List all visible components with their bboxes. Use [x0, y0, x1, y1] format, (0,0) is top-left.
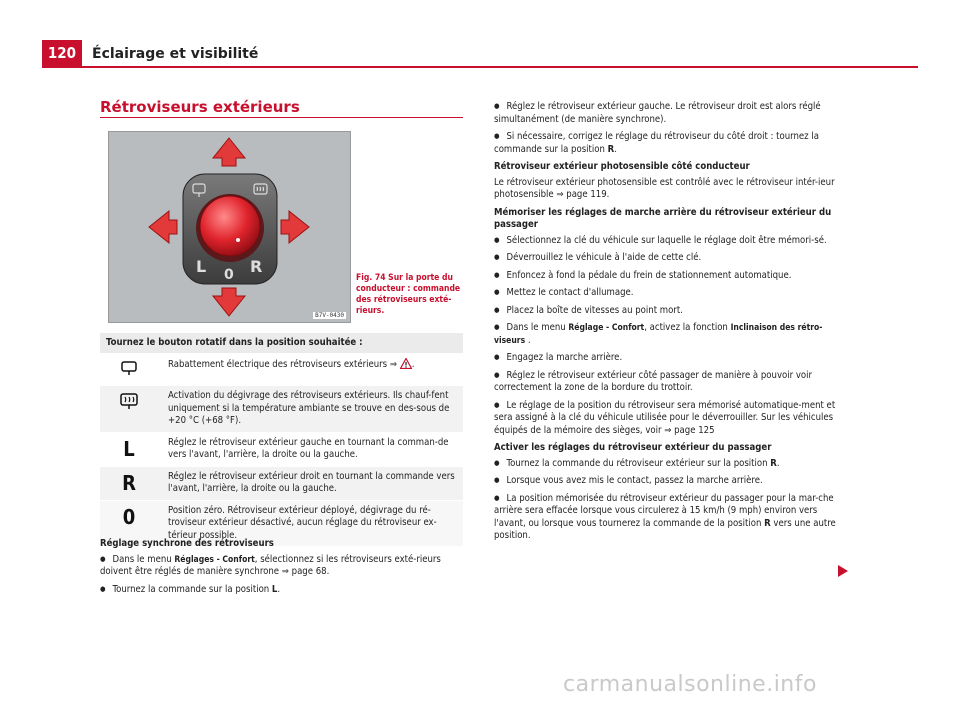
- position-letter: L: [123, 436, 135, 461]
- header-rule: [42, 66, 918, 68]
- list-item: ● Tournez la commande du rétroviseur extérieur sur la position R.: [494, 458, 849, 471]
- table-header: Tournez le bouton rotatif dans la position souhaitée :: [100, 333, 463, 353]
- position-letter: R: [122, 470, 136, 495]
- watermark: carmanualsonline.info: [563, 672, 817, 697]
- memory-heading: Mémoriser les réglages de marche arrière du rétroviseur extérieur du passager: [494, 206, 832, 230]
- knob-label-right: R: [250, 257, 263, 276]
- arrow-left-icon: [149, 211, 177, 243]
- list-item: ● Dans le menu Réglages - Confort, sélectionnez si les rétroviseurs exté-rieurs doivent être réglés de manière synchrone ⇒ page 68.: [100, 554, 463, 579]
- section-rule: [100, 117, 463, 118]
- continue-arrow-icon: [838, 565, 848, 577]
- table-row-text: Réglez le rétroviseur extérieur droit en tournant la commande vers l'avant, l'arrière, la droite ou la gauche.: [168, 470, 455, 494]
- table-row: [100, 353, 463, 385]
- list-item: ● Engagez la marche arrière.: [494, 352, 849, 365]
- figure-caption: Fig. 74 Sur la porte du conducteur : commande des rétroviseurs extérieurs.: [356, 273, 461, 316]
- table-row-text: Activation du dégivrage des rétroviseurs extérieurs. Ils chauf-fent uniquement si la température ambiante se trouve en des-sous de +20 °C (+68 °F).: [168, 390, 450, 426]
- position-letter: 0: [122, 504, 136, 529]
- sync-heading: Réglage synchrone des rétroviseurs: [100, 538, 274, 549]
- figure-code: B7V-0430: [315, 312, 344, 319]
- table-row-text: Position zéro. Rétroviseur extérieur déployé, dégivrage du ré-troviseur extérieur désactivé, aucun réglage du rétroviseur ex-térieur possible.: [168, 504, 437, 541]
- list-item: ● Réglez le rétroviseur extérieur côté passager de manière à pouvoir voir correctement la zone de la bordure du trottoir.: [494, 370, 849, 395]
- left-column: [100, 538, 463, 601]
- section-title: Rétroviseurs extérieurs: [100, 98, 300, 116]
- list-item: ● Dans le menu Réglage - Confort, activez la fonction Inclinaison des rétro-viseurs .: [494, 322, 849, 347]
- list-item: ● Tournez la commande sur la position L.: [100, 584, 463, 597]
- list-item: ● Déverrouillez le véhicule à l'aide de cette clé.: [494, 252, 849, 265]
- list-item: ● Mettez le contact d'allumage.: [494, 287, 849, 300]
- mirror-fold-icon: [119, 360, 139, 376]
- list-item: ● Réglez le rétroviseur extérieur gauche. Le rétroviseur droit est alors réglé simultanément (de manière synchrone).: [494, 101, 849, 126]
- photo-text: Le rétroviseur extérieur photosensible est contrôlé avec le rétroviseur intér-ieur photosensible ⇒ page 119.: [494, 176, 835, 200]
- list-item: ● Lorsque vous avez mis le contact, passez la marche arrière.: [494, 475, 849, 488]
- table-row: [100, 385, 463, 432]
- list-item: ● La position mémorisée du rétroviseur extérieur du passager pour la mar-che arrière sera effacée lorsque vous circulerez à 15 km/h (9 mph) environ vers l'avant, ou lorsque vous tournerez la commande de la position R vers une autre position.: [494, 493, 849, 543]
- arrow-up-icon: [213, 138, 245, 166]
- list-item: ● Le réglage de la position du rétroviseur sera mémorisé automatique-ment et sera assigné à la clé du véhicule utilisée pour le déverrouiller. Sur les véhicules équipés de la mémoire des sièges, voir ⇒ page 125: [494, 400, 849, 438]
- arrow-right-icon: [281, 211, 309, 243]
- table-row-text: Rabattement électrique des rétroviseurs extérieurs ⇒: [168, 359, 398, 370]
- page-number: 120: [42, 40, 82, 66]
- knob-label-zero: 0: [224, 267, 234, 283]
- right-column: [494, 101, 849, 548]
- mirror-control-illustration: [109, 132, 350, 322]
- list-item: ● Si nécessaire, corrigez le réglage du rétroviseur du côté droit : tournez la commande sur la position R.: [494, 131, 849, 156]
- table-row: [100, 466, 463, 500]
- table-row-text: Réglez le rétroviseur extérieur gauche en tournant la comman-de vers l'avant, l'arrière, la droite ou la gauche.: [168, 436, 449, 460]
- chapter-title: Éclairage et visibilité: [92, 46, 259, 62]
- table-row: [100, 432, 463, 466]
- table-row-suffix: .: [411, 359, 415, 370]
- mirror-heating-icon: [119, 392, 139, 410]
- list-item: ● Sélectionnez la clé du véhicule sur laquelle le réglage doit être mémori-sé.: [494, 235, 849, 248]
- mirror-control-figure: [108, 131, 351, 323]
- activate-heading: Activer les réglages du rétroviseur extérieur du passager: [494, 442, 772, 453]
- arrow-down-icon: [213, 288, 245, 316]
- list-item: ● Placez la boîte de vitesses au point mort.: [494, 305, 849, 318]
- photo-heading: Rétroviseur extérieur photosensible côté conducteur: [494, 161, 750, 172]
- knob-label-left: L: [196, 257, 207, 276]
- positions-table: [100, 333, 463, 546]
- list-item: ● Enfoncez à fond la pédale du frein de stationnement automatique.: [494, 270, 849, 283]
- warning-icon: [400, 358, 412, 369]
